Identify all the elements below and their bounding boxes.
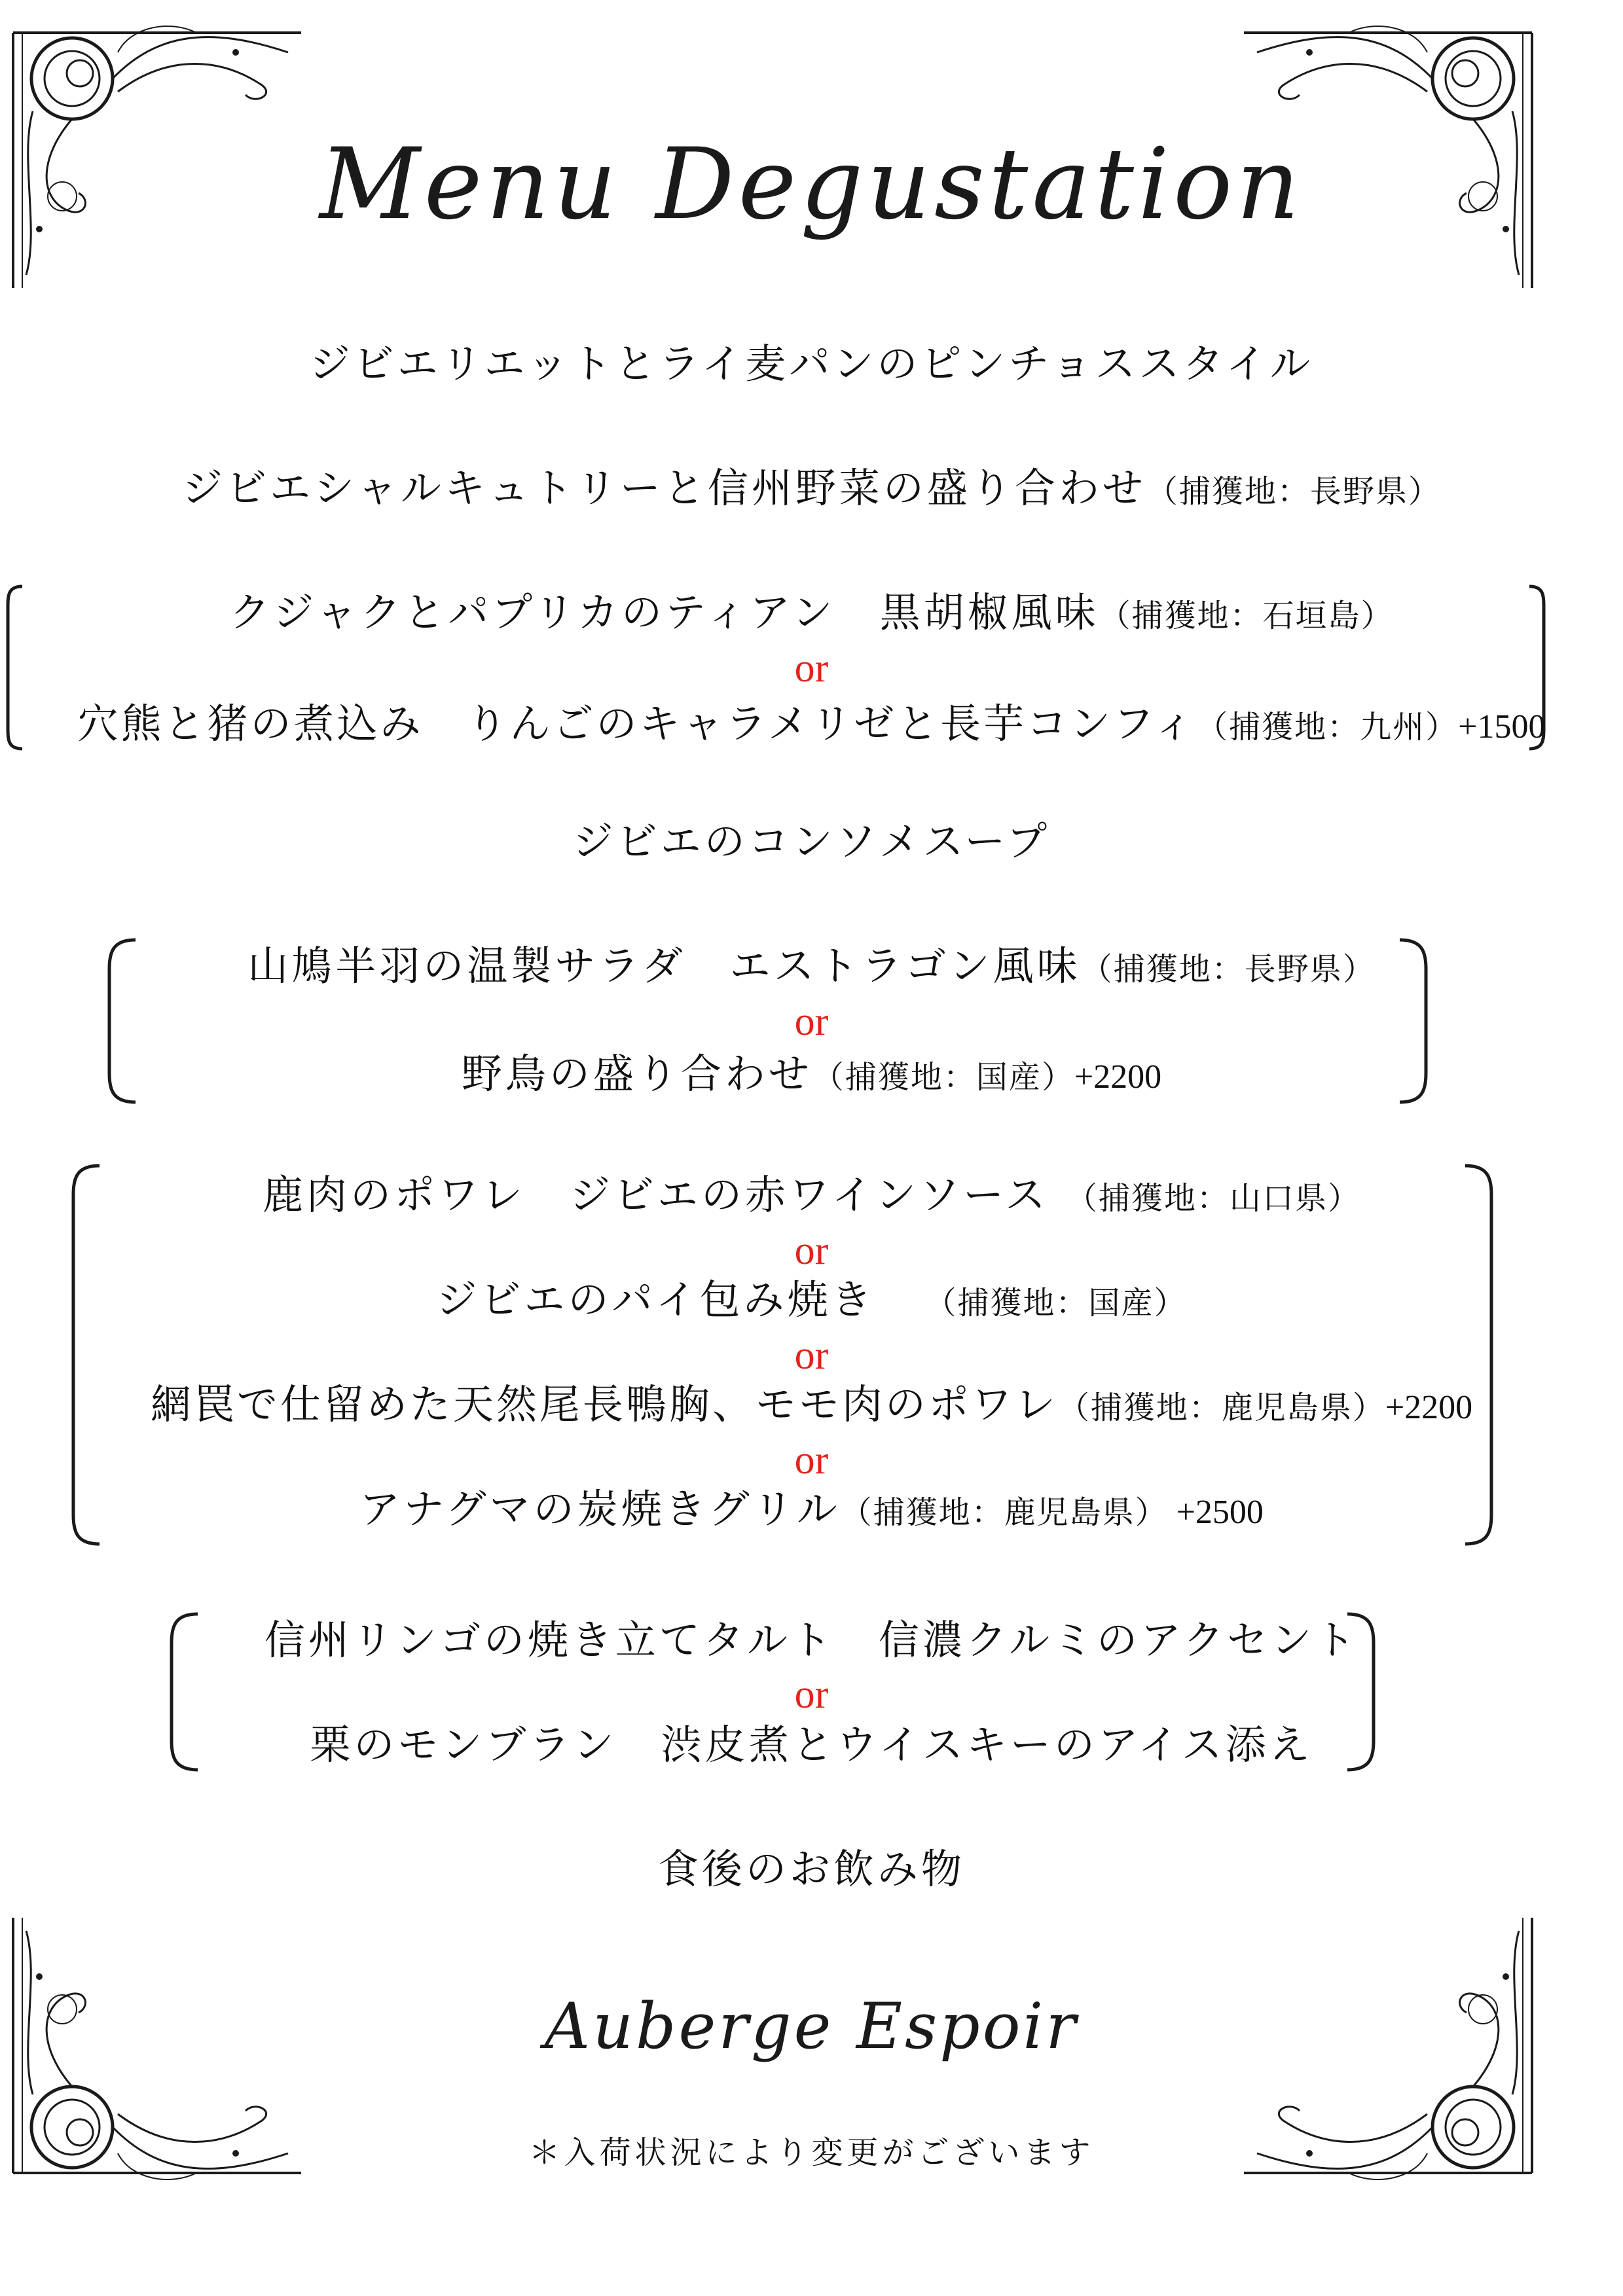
course-name: ジビエリエットとライ麦パンのピンチョススタイル — [309, 340, 1314, 387]
origin-note: （捕獲地：鹿児島県） — [840, 1494, 1168, 1531]
course-4 — [0, 817, 1623, 865]
origin-note: （捕獲地：長野県） — [1080, 951, 1376, 988]
origin-note: （捕獲地：九州） — [1196, 709, 1459, 745]
or-label: or — [794, 1438, 829, 1482]
course-name: 穴熊と猪の煮込み りんごのキャラメリゼと長芋コンフィ — [77, 700, 1197, 747]
price-supplement: +1500 — [1458, 708, 1546, 745]
course-1 — [0, 340, 1623, 387]
course-name: 信州リンゴの焼き立てタルト 信濃クルミのアクセント — [264, 1616, 1359, 1664]
course-name: クジャクとパプリカのティアン 黒胡椒風味 — [229, 588, 1099, 636]
course-name: ジビエのパイ包み焼き — [436, 1276, 875, 1323]
origin-note: （捕獲地：国産） — [875, 1285, 1187, 1321]
course-name: 栗のモンブラン 渋皮煮とウイスキーのアイス添え — [310, 1721, 1313, 1768]
course-name: ジビエシャルキュトリーと信州野菜の盛り合わせ — [182, 464, 1146, 512]
course-name: ジビエのコンソメスープ — [572, 817, 1051, 865]
menu-title: Menu Degustation — [319, 128, 1304, 242]
course-6b — [0, 1276, 1623, 1323]
course-7b — [0, 1721, 1623, 1768]
or-label: or — [794, 999, 829, 1044]
course-3b — [0, 700, 1623, 747]
course-5a — [0, 942, 1623, 990]
course-7a — [0, 1616, 1623, 1664]
price-supplement: +2200 — [1074, 1058, 1162, 1096]
origin-note: （捕獲地：鹿児島県） — [1057, 1390, 1385, 1426]
course-name: 鹿肉のポワレ ジビエの赤ワインソース — [262, 1171, 1049, 1219]
course-6a — [0, 1171, 1623, 1219]
origin-note: （捕獲地：石垣島） — [1099, 598, 1394, 634]
course-name: 野鳥の盛り合わせ — [461, 1050, 812, 1098]
footnote: ＊入荷状況により変更がございます — [528, 2134, 1095, 2171]
course-6d — [0, 1485, 1623, 1533]
course-8 — [0, 1845, 1623, 1893]
origin-note: （捕獲地：山口県） — [1049, 1180, 1361, 1217]
course-name: アナグマの炭焼きグリル — [359, 1485, 841, 1533]
or-label: or — [794, 1333, 829, 1378]
course-2 — [0, 464, 1623, 512]
course-6c — [0, 1380, 1623, 1428]
or-label: or — [794, 1229, 829, 1273]
brand-name: Auberge Espoir — [544, 1990, 1079, 2063]
or-label: or — [794, 1672, 829, 1717]
origin-note: （捕獲地：長野県） — [1146, 473, 1441, 510]
course-name: 食後のお飲み物 — [657, 1845, 965, 1893]
price-supplement: +2200 — [1385, 1389, 1473, 1426]
or-label: or — [794, 646, 829, 691]
course-name: 山鳩半羽の温製サラダ エストラゴン風味 — [247, 942, 1081, 990]
course-3a — [0, 588, 1623, 636]
course-5b — [0, 1050, 1623, 1098]
price-supplement: +2500 — [1167, 1494, 1264, 1531]
course-name: 網罠で仕留めた天然尾長鴨胸、モモ肉のポワレ — [150, 1380, 1058, 1428]
origin-note: （捕獲地：国産） — [812, 1059, 1074, 1096]
